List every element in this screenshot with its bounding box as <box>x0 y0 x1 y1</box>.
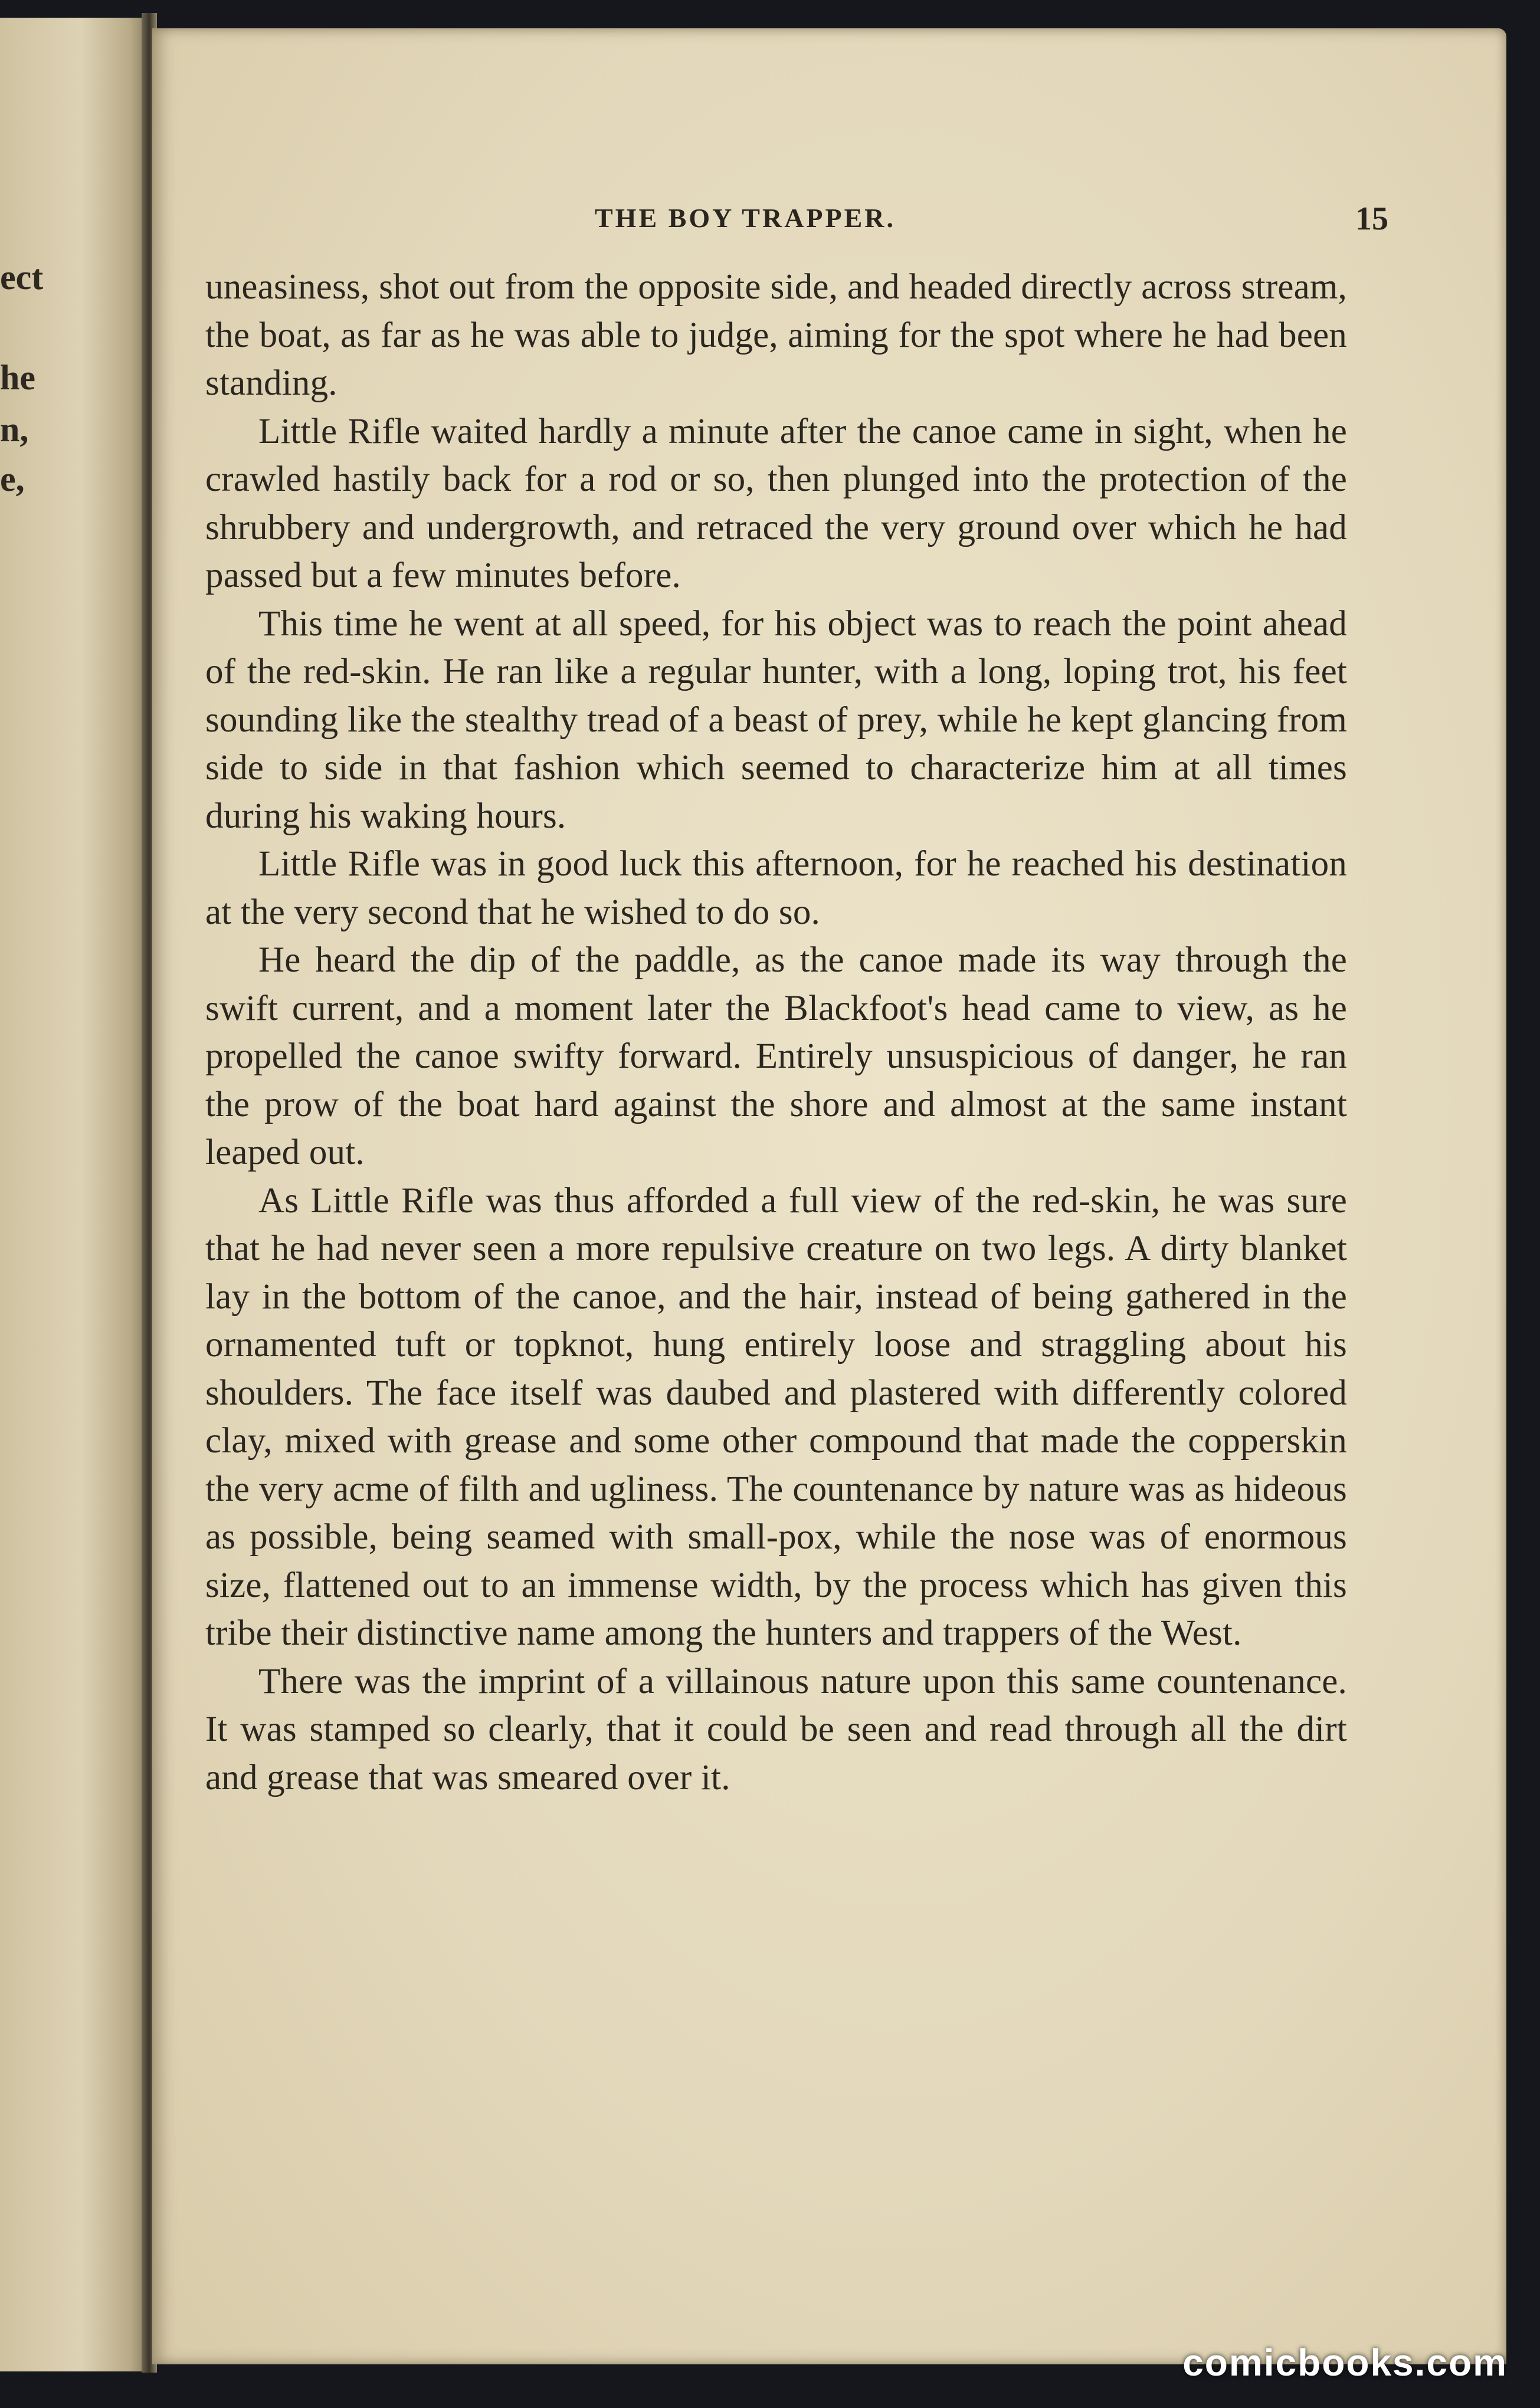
paragraph: This time he went at all speed, for his object was to reach the point ahead of the red-skin. He ran like a regular hunter, with a long, loping trot, his feet sounding like the stealthy tread of a beast of prey, while he kept glancing from side to side in that fashion which seemed to characterize him at all times during his waking hours. <box>205 603 1347 836</box>
facing-page <box>0 18 148 2371</box>
site-watermark: comicbooks.com <box>1182 2341 1508 2384</box>
paragraph: There was the imprint of a villainous nature upon this same countenance. It was stamped so clearly, that it could be seen and read through all the dirt and grease that was smeared over it. <box>205 1661 1347 1797</box>
paragraph: Little Rifle was in good luck this afternoon, for he reached his destination at the very second that he wished to do so. <box>205 844 1347 932</box>
book-page <box>152 28 1506 2364</box>
paragraph: uneasiness, shot out from the opposite side, and headed directly across stream, the boat, as far as he was able to judge, aiming for the spot where he had been standing. <box>205 267 1347 403</box>
facing-page-fragment: ect <box>0 258 44 297</box>
page-number: 15 <box>1355 201 1388 237</box>
paragraph: Little Rifle waited hardly a minute after the canoe came in sight, when he crawled hastily back for a rod or so, then plunged into the protection of the shrubbery and undergrowth, and retraced the very ground over which he had passed but a few minutes before. <box>205 411 1347 595</box>
facing-page-fragment: n, <box>0 410 29 449</box>
paragraph: As Little Rifle was thus afforded a full view of the red-skin, he was sure that he had never seen a more repulsive creature on two legs. A dirty blanket lay in the bottom of the canoe, and the hair, instead of being gathered in the ornamented tuft or topknot, hung entirely loose and straggling about his shoulders. The face itself was daubed and plastered with differently colored clay, mixed with grease and some other compound that made the copperskin the very acme of filth and ugliness. The countenance by nature was as hideous as possible, being seamed with small-pox, while the nose was of enormous size, flattened out to an immense width, by the process which has given this tribe their distinctive name among the hunters and trappers of the West. <box>205 1180 1347 1653</box>
paragraph: He heard the dip of the paddle, as the canoe made its way through the swift current, and a moment later the Blackfoot's head came to view, as he propelled the canoe swifty forward. Entirely unsuspicious of danger, he ran the prow of the boat hard against the shore and almost at the same instant leaped out. <box>205 940 1347 1172</box>
facing-page-fragment: he <box>0 358 35 397</box>
page-header <box>152 202 1506 238</box>
running-head: THE BOY TRAPPER. <box>595 203 896 233</box>
body-text <box>205 263 1347 1802</box>
facing-page-fragment: e, <box>0 460 25 498</box>
